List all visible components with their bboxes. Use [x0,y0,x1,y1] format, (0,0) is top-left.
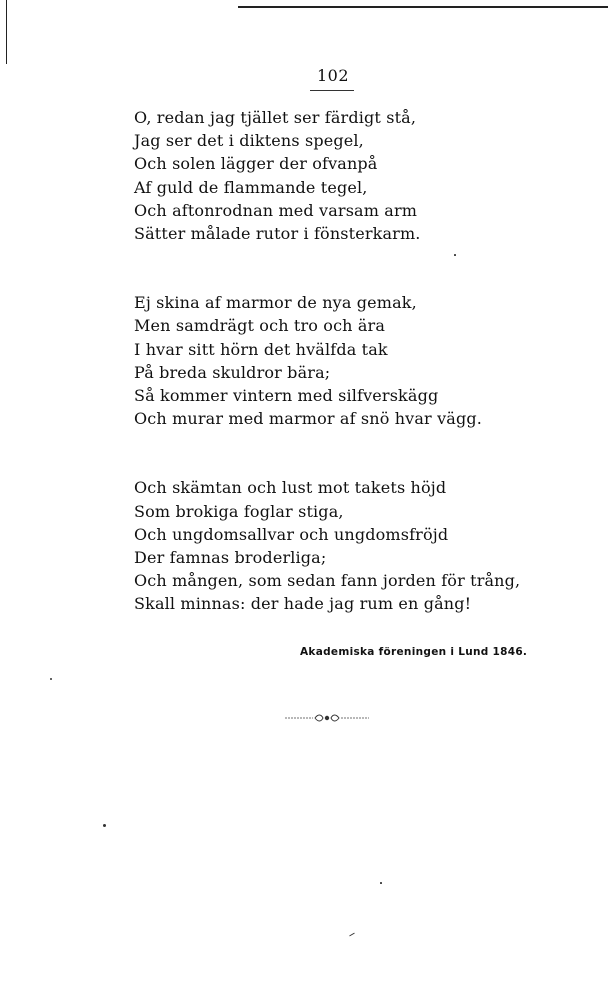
poem-line: O, redan jag tjället ser färdigt stå, [134,108,417,127]
stanza-2 [134,291,574,430]
left-page-edge [6,0,7,64]
page-number-underline [310,90,354,91]
poem-signature: Akademiska föreningen i Lund 1846. [300,646,528,658]
poem-line: Af guld de flammande tegel, [134,177,368,197]
paper-speck [454,254,456,256]
paper-speck [103,824,106,827]
poem-line: Och ungdomsallvar och ungdomsfröjd [134,524,449,544]
page-number: 102 [316,66,350,85]
poem-line: På breda skuldror bära; [134,362,331,382]
paper-speck [349,933,355,937]
poem-line: Ej skina af marmor de nya gemak, [134,293,417,313]
top-border-rule [238,6,608,8]
poem-line: Som brokiga foglar stiga, [134,501,344,521]
paper-speck [50,678,52,680]
poem-line: Och skämtan och lust mot takets höjd [134,478,447,498]
poem-line: Så kommer vintern med silfverskägg [134,386,439,406]
poem-body [134,106,574,616]
paper-speck [380,882,382,884]
poem-line: I hvar sitt hörn det hvälfda tak [134,339,388,359]
poem-line: Och murar med marmor af snö hvar vägg. [134,409,482,429]
poem-line: Och solen lägger der ofvanpå [134,154,378,174]
poem-line: Skall minnas: der hade jag rum en gång! [134,594,472,614]
poem-line: Och aftonrodnan med varsam arm [134,200,418,220]
poem-line: Der famnas broderliga; [134,548,327,568]
stanza-1 [134,106,574,245]
poem-line: Och mången, som sedan fann jorden för trång, [134,571,521,591]
poem-line: Jag ser det i diktens spegel, [134,131,364,151]
stanza-3 [134,476,574,615]
fleuron-divider-icon [285,712,369,724]
poem-line: Men samdrägt och tro och ära [134,316,386,336]
poem-line: Sätter målade rutor i fönsterkarm. [134,224,421,244]
